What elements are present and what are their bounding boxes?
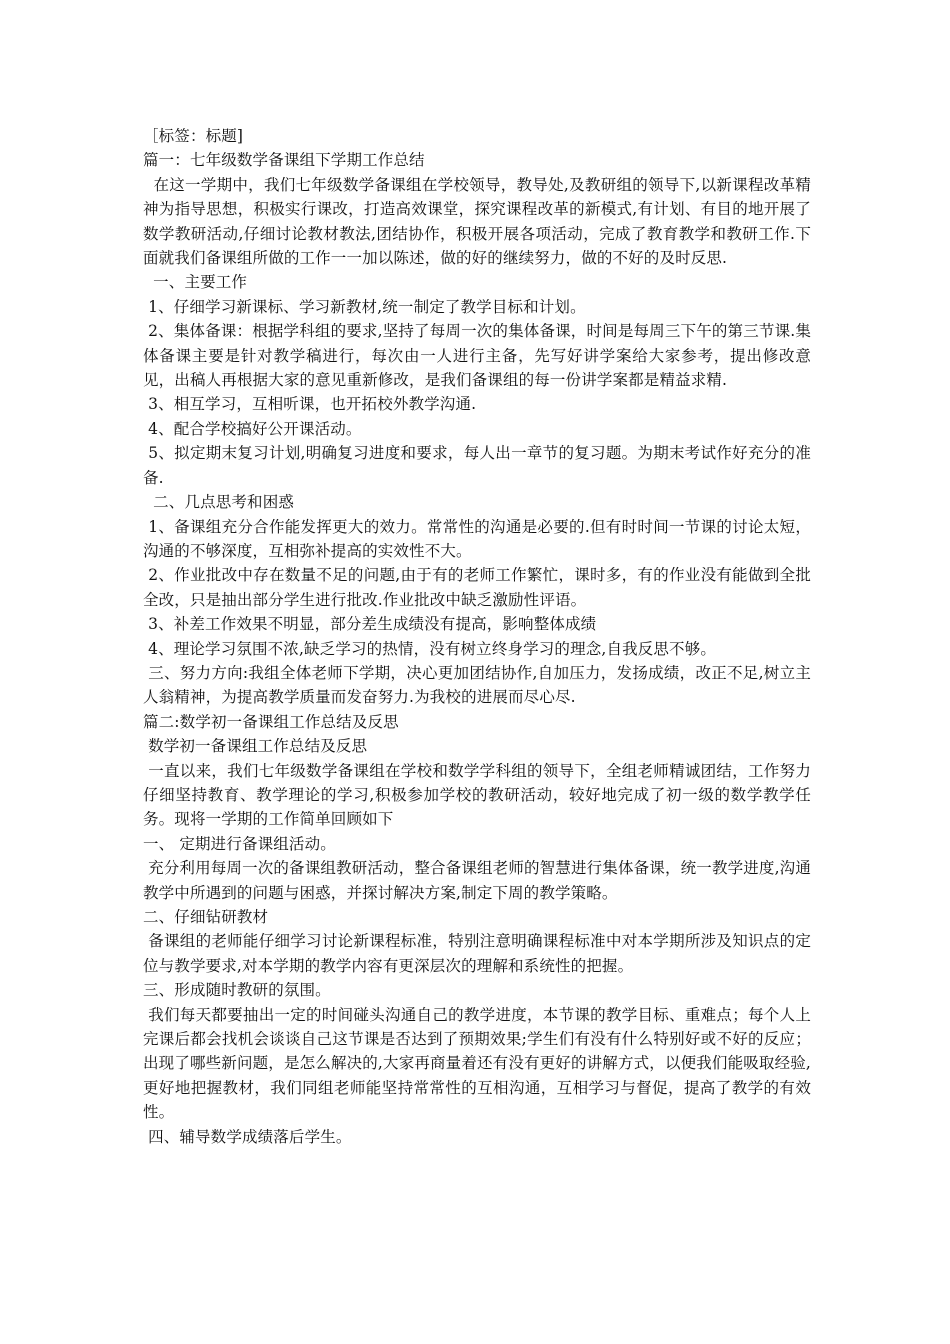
reflection-item-3: 3、补差工作效果不明显，部分差生成绩没有提高，影响整体成绩 bbox=[143, 615, 597, 634]
main-work-item-5: 5、拟定期末复习计划,明确复习进度和要求，每人出一章节的复习题。为期末考试作好充分的准备. bbox=[143, 444, 812, 487]
article-two-intro: 一直以来，我们七年级数学备课组在学校和数学学科组的领导下，全组老师精诚团结，工作努力仔细坚持教育、教学理论的学习,积极参加学校的教研活动，较好地完成了初一级的数学教学任务。现将一学期的工作简单回顾如下 bbox=[143, 761, 811, 829]
article-two-heading-1: 一、 定期进行备课组活动。 bbox=[143, 834, 336, 853]
article-two-title: 篇二:数学初一备课组工作总结及反思 bbox=[143, 712, 399, 731]
article-two-subtitle: 数学初一备课组工作总结及反思 bbox=[143, 737, 368, 756]
article-two-heading-4: 四、辅导数学成绩落后学生。 bbox=[143, 1127, 352, 1146]
section-direction: 三、努力方向:我组全体老师下学期，决心更加团结协作,自加压力，发扬成绩，改正不足,树立主人翁精神，为提高教学质量而发奋努力.为我校的进展而尽心尽. bbox=[143, 663, 812, 707]
main-work-item-1: 1、仔细学习新课标、学习新教材,统一制定了教学目标和计划。 bbox=[143, 297, 586, 316]
article-one-title: 篇一：七年级数学备课组下学期工作总结 bbox=[143, 151, 425, 170]
main-work-item-2: 2、集体备课：根据学科组的要求,坚持了每周一次的集体备课，时间是每周三下午的第三节课.集体备课主要是针对教学稿进行，每次由一人进行主备，先写好讲学案给大家参考，提出修改意见，出稿人再根据大家的意见重新修改，是我们备课组的每一份讲学案都是精益求精. bbox=[143, 322, 811, 390]
article-two-paragraph-3: 我们每天都要抽出一定的时间碰头沟通自己的教学进度，本节课的教学目标、重难点；每个人上完课后都会找机会谈谈自己这节课是否达到了预期效果;学生们有没有什么特别好或不好的反应；出现了哪些新问题，是怎么解决的,大家再商量着还有没有更好的讲解方式，以便我们能吸取经验,更好地把握教材，我们同组老师能坚持常常性的互相沟通，互相学习与督促，提高了教学的有效性。 bbox=[143, 1005, 811, 1122]
article-two-paragraph-2: 备课组的老师能仔细学习讨论新课程标准，特别注意明确课程标准中对本学期所涉及知识点的定位与教学要求,对本学期的教学内容有更深层次的理解和系统性的把握。 bbox=[143, 932, 811, 975]
reflection-item-1: 1、备课组充分合作能发挥更大的效力。常常性的沟通是必要的.但有时时间一节课的讨论太短，沟通的不够深度，互相弥补提高的实效性不大。 bbox=[143, 517, 812, 560]
tag-line: ［标签：标题] bbox=[143, 127, 244, 145]
document-body bbox=[143, 124, 811, 1149]
reflection-item-4: 4、理论学习氛围不浓,缺乏学习的热情，没有树立终身学习的理念,自我反思不够。 bbox=[143, 639, 716, 658]
article-one-intro: 在这一学期中，我们七年级数学备课组在学校领导，教导处,及教研组的领导下,以新课程改革精神为指导思想，积极实行课改，打造高效课堂，探究课程改革的新模式,有计划、有目的地开展了数学教研活动,仔细讨论教材教法,团结协作，积极开展各项活动，完成了教育教学和教研工作.下面就我们备课组所做的工作一一加以陈述，做的好的继续努力，做的不好的及时反思. bbox=[143, 175, 812, 268]
article-two-heading-2: 二、仔细钻研教材 bbox=[143, 908, 269, 926]
article-two-heading-3: 三、形成随时教研的氛围。 bbox=[143, 981, 331, 1000]
reflection-item-2: 2、作业批改中存在数量不足的问题,由于有的老师工作繁忙，课时多，有的作业没有能做到全批全改，只是抽出部分学生进行批改.作业批改中缺乏激励性评语。 bbox=[143, 566, 812, 609]
main-work-item-4: 4、配合学校搞好公开课活动。 bbox=[143, 419, 362, 438]
section-main-work-heading: 一、主要工作 bbox=[143, 273, 248, 292]
article-two-paragraph-1: 充分利用每周一次的备课组教研活动，整合备课组老师的智慧进行集体备课，统一教学进度,沟通教学中所遇到的问题与困惑，并探讨解决方案,制定下周的教学策略。 bbox=[143, 859, 811, 902]
section-reflections-heading: 二、几点思考和困惑 bbox=[143, 493, 295, 512]
main-work-item-3: 3、相互学习，互相听课，也开拓校外教学沟通. bbox=[143, 395, 477, 414]
